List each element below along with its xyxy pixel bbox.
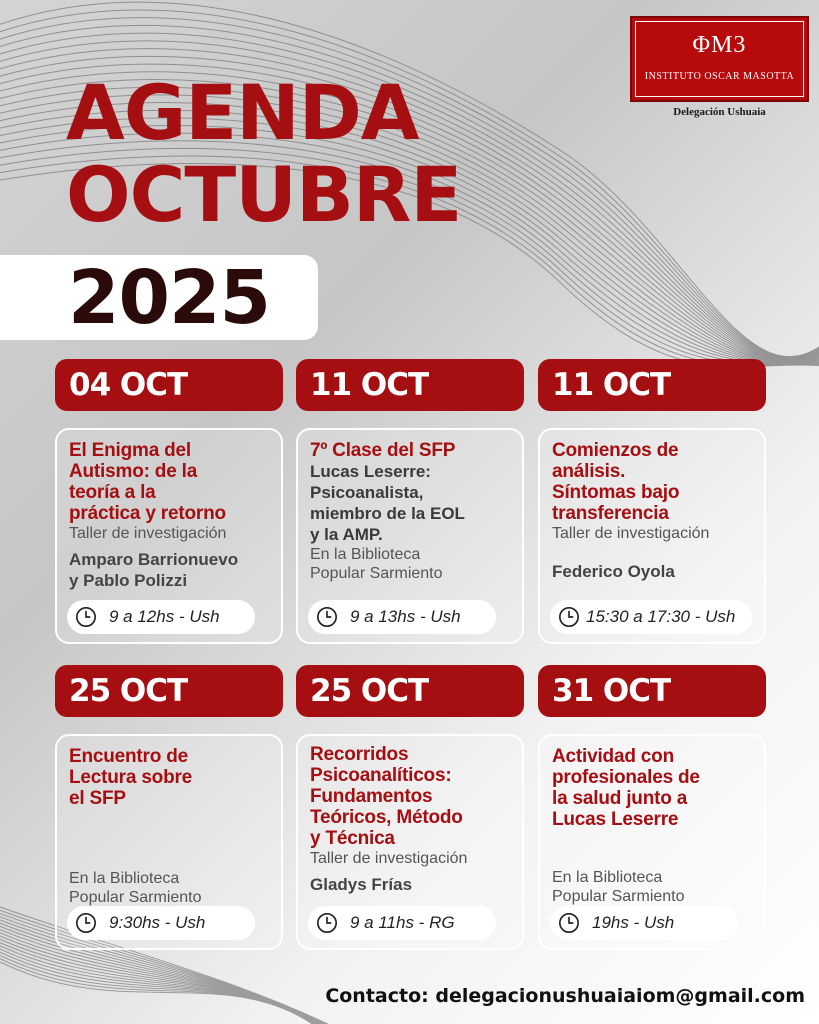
event-card-text (552, 440, 758, 582)
event-title-line: El Enigma del (69, 440, 191, 461)
wave-line (0, 951, 340, 1024)
event-info-line: En la Biblioteca (310, 546, 421, 563)
headline-line-agenda: AGENDA (66, 68, 419, 157)
event-info-line: Popular Sarmiento (69, 889, 202, 906)
event-card-text (69, 746, 275, 907)
event-subtitle-line: Lucas Leserre: (310, 462, 431, 481)
event-card (55, 428, 283, 644)
event-title-line: análisis. (552, 461, 626, 482)
agenda-headline (66, 68, 462, 239)
event-time-pill (308, 906, 496, 940)
clock-icon (75, 912, 97, 934)
event-title-line: Síntomas bajo (552, 482, 680, 503)
logo-institute-name: INSTITUTO OSCAR MASOTTA (644, 71, 795, 82)
event-time: 9 a 13hs - Ush (350, 607, 461, 626)
event-title-line: Lucas Leserre (552, 809, 679, 830)
event-card (296, 734, 524, 950)
event-time: 9:30hs - Ush (109, 913, 206, 932)
event-info-line: Popular Sarmiento (552, 888, 685, 905)
event-presenter-line: y Pablo Polizzi (69, 571, 188, 590)
event-card (538, 734, 766, 950)
event-title-line: Actividad con (552, 746, 674, 767)
event-card-text (310, 440, 516, 583)
event-presenter (69, 549, 275, 591)
event-date-pill: 25 OCT (296, 665, 524, 717)
event-presenter-line: Gladys Frías (310, 875, 413, 894)
event-presenter (552, 561, 758, 582)
event-details (69, 524, 275, 591)
event-title-line: 7º Clase del SFP (310, 440, 456, 461)
clock-icon (558, 606, 580, 628)
event-title-line: Fundamentos (310, 786, 433, 807)
event-time: 15:30 a 17:30 - Ush (586, 607, 736, 626)
event-info-line: En la Biblioteca (69, 870, 180, 887)
event-info-line: Taller de investigación (69, 525, 227, 542)
event-info-line: Popular Sarmiento (310, 565, 443, 582)
year-label: 2025 (68, 255, 270, 341)
event-title-line: teoría a la (69, 482, 156, 503)
event-time-pill (550, 906, 738, 940)
clock-icon (316, 606, 338, 628)
event-presenter-line: Amparo Barrionuevo (69, 550, 239, 569)
event-time-pill (67, 906, 255, 940)
event-details (69, 869, 275, 907)
event-card-text (552, 746, 758, 906)
event-subtitle-line: miembro de la EOL (310, 504, 465, 523)
event-time: 9 a 11hs - RG (350, 913, 455, 932)
event-title-line: Psicoanalíticos: (310, 765, 452, 786)
event-title-line: y Técnica (310, 828, 395, 849)
event-details (310, 849, 516, 895)
event-title-line: Teóricos, Método (310, 807, 463, 828)
event-date-pill: 11 OCT (296, 359, 524, 411)
clock-icon (558, 912, 580, 934)
event-subtitle-line: y la AMP. (310, 525, 383, 544)
event-subtitle-line: Psicoanalista, (310, 483, 424, 502)
event-time: 19hs - Ush (592, 913, 675, 932)
event-time-pill (550, 600, 752, 634)
contact-email[interactable]: Contacto: delegacionushuaiaiom@gmail.com (325, 985, 805, 1007)
institute-logo (630, 16, 809, 102)
event-details (310, 545, 516, 583)
wave-line (0, 948, 340, 1024)
event-presenter-line: Federico Oyola (552, 562, 675, 581)
event-date-pill: 31 OCT (538, 665, 766, 717)
event-info-line: En la Biblioteca (552, 869, 663, 886)
event-title-line: Recorridos (310, 744, 409, 765)
wave-line (0, 945, 340, 1024)
event-card-text (310, 744, 516, 895)
event-title-line: Autismo: de la (69, 461, 198, 482)
event-presenter (310, 874, 516, 895)
event-card (55, 734, 283, 950)
event-card (538, 428, 766, 644)
event-time: 9 a 12hs - Ush (109, 607, 220, 626)
event-date-pill: 04 OCT (55, 359, 283, 411)
event-card-text (69, 440, 275, 591)
event-details (552, 868, 758, 906)
event-title-line: Encuentro de (69, 746, 189, 767)
event-title-line: transferencia (552, 503, 669, 524)
event-time-pill (308, 600, 496, 634)
event-card (296, 428, 524, 644)
clock-icon (75, 606, 97, 628)
logo-symbol: ΦM3 (692, 32, 747, 58)
event-title-line: Comienzos de (552, 440, 679, 461)
wave-line (0, 942, 340, 1024)
clock-icon (316, 912, 338, 934)
delegation-label: Delegación Ushuaia (673, 106, 766, 118)
event-time-pill (67, 600, 255, 634)
event-info-line: Taller de investigación (552, 525, 710, 542)
event-title-line: Lectura sobre (69, 767, 193, 788)
event-info-line: Taller de investigación (310, 850, 468, 867)
event-date-pill: 11 OCT (538, 359, 766, 411)
event-details (552, 524, 758, 582)
event-title-line: el SFP (69, 788, 126, 809)
event-title-line: práctica y retorno (69, 503, 226, 524)
wave-line (0, 939, 340, 1024)
event-date-pill: 25 OCT (55, 665, 283, 717)
headline-line-month: OCTUBRE (66, 150, 462, 239)
event-title-line: la salud junto a (552, 788, 688, 809)
event-title-line: profesionales de (552, 767, 700, 788)
